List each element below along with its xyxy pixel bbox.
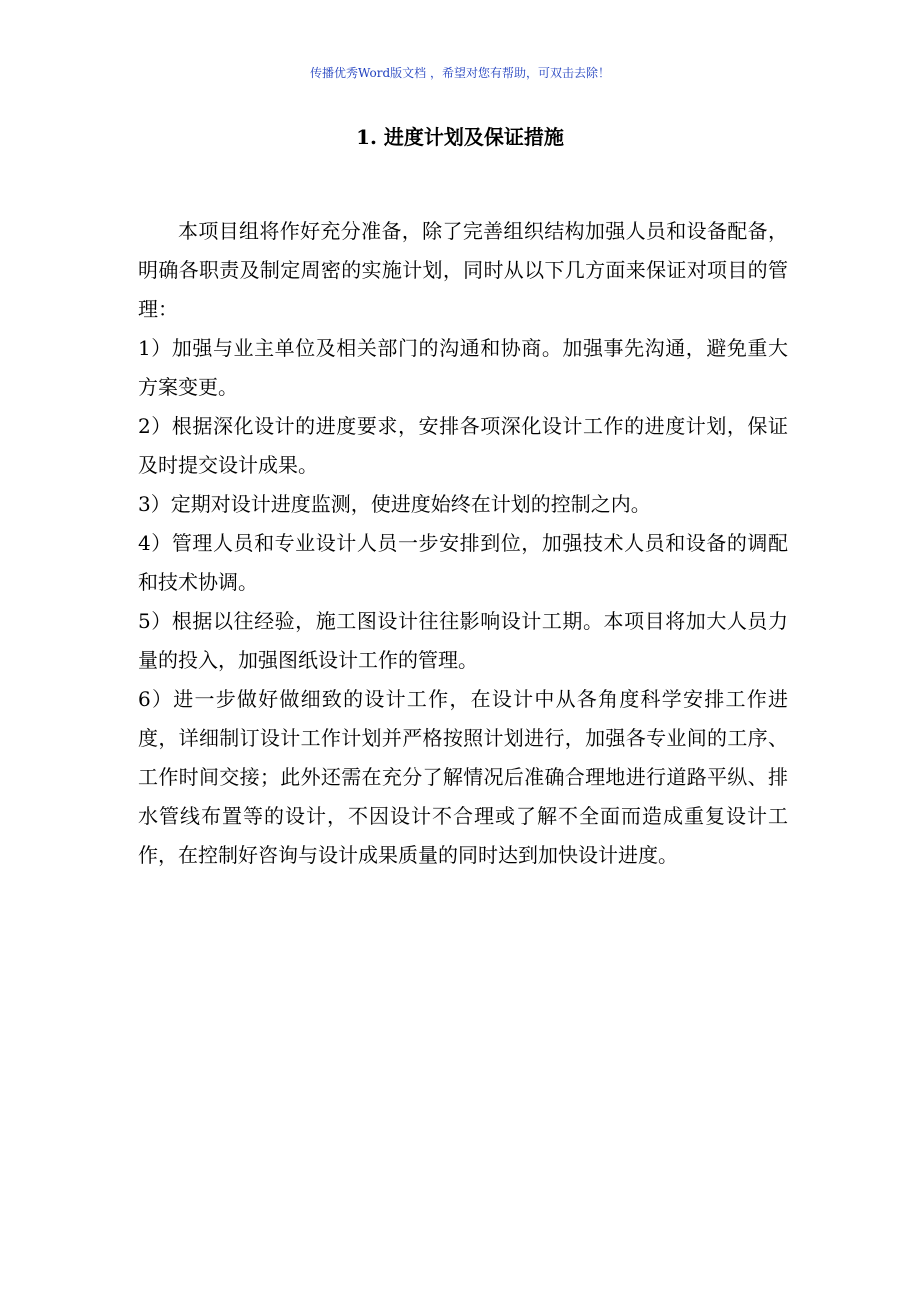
list-item-5: 5）根据以往经验，施工图设计往往影响设计工期。本项目将加大人员力量的投入，加强图纸设计工作的管理。 bbox=[138, 609, 788, 672]
list-item-1: 1）加强与业主单位及相关部门的沟通和协商。加强事先沟通，避免重大方案变更。 bbox=[138, 336, 788, 399]
header-note: 传播优秀Word版文档 ，希望对您有帮助，可双击去除！ bbox=[310, 66, 610, 80]
section-title: 1. 进度计划及保证措施 bbox=[356, 125, 564, 149]
list-item-4: 4）管理人员和专业设计人员一步安排到位，加强技术人员和设备的调配和技术协调。 bbox=[138, 531, 788, 594]
list-item-3: 3）定期对设计进度监测，使进度始终在计划的控制之内。 bbox=[138, 492, 651, 516]
intro-paragraph: 本项目组将作好充分准备，除了完善组织结构加强人员和设备配备，明确各职责及制定周密的实施计划，同时从以下几方面来保证对项目的管理： bbox=[138, 219, 788, 321]
list-item-6: 6）进一步做好做细致的设计工作，在设计中从各角度科学安排工作进度，详细制订设计工作计划并严格按照计划进行，加强各专业间的工序、工作时间交接；此外还需在充分了解情况后准确合理地进行道路平纵、排水管线布置等的设计，不因设计不合理或了解不全面而造成重复设计工作，在控制好咨询与设计成果质量的同时达到加快设计进度。 bbox=[138, 687, 788, 867]
document-body bbox=[138, 212, 788, 875]
list-item-2: 2）根据深化设计的进度要求，安排各项深化设计工作的进度计划，保证及时提交设计成果。 bbox=[138, 414, 788, 477]
